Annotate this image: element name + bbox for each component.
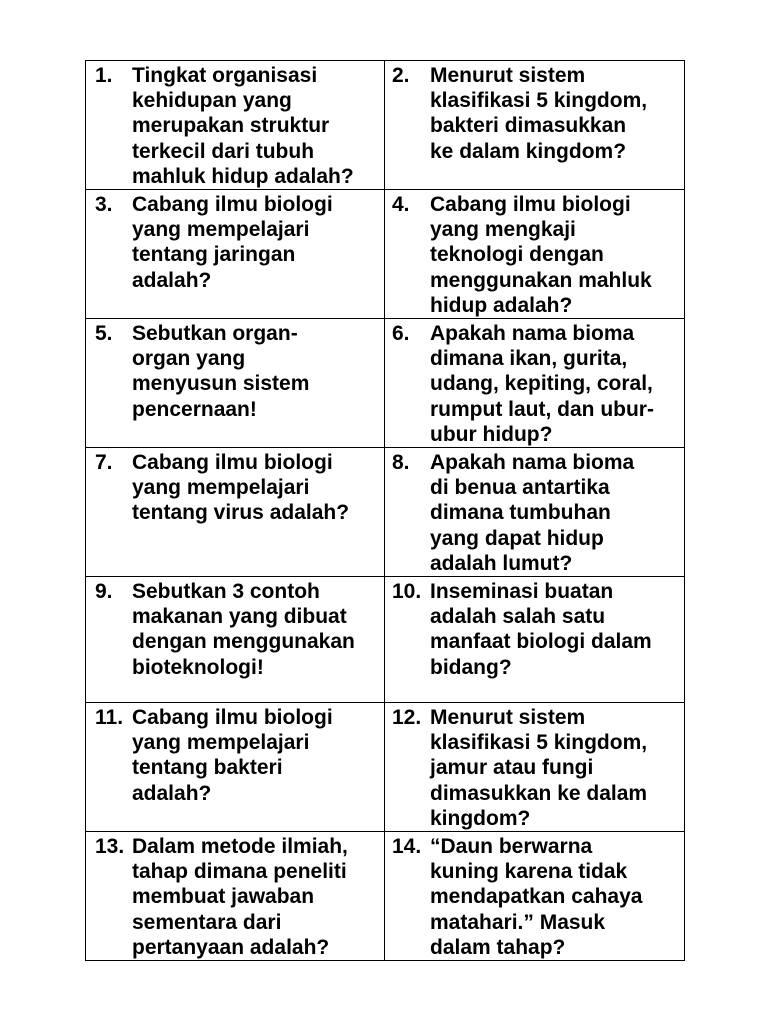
- question-number: 10.: [392, 580, 422, 604]
- question-item: [385, 832, 684, 960]
- question-number: 2.: [392, 64, 410, 87]
- question-item: [86, 61, 384, 189]
- question-text: Cabang ilmu biologi yang mempelajari tentang jaringan adalah?: [132, 193, 333, 292]
- question-text: “Daun berwarna kuning karena tidak mendapatkan cahaya matahari.” Masuk dalam tahap?: [430, 835, 643, 959]
- question-text: Cabang ilmu biologi yang mengkaji teknologi dengan menggunakan mahluk hidup adalah?: [430, 193, 652, 317]
- question-number: 4.: [392, 193, 410, 217]
- question-number: 8.: [392, 451, 410, 475]
- table-row: [86, 832, 685, 961]
- question-item: [86, 703, 384, 806]
- question-item: [385, 448, 684, 576]
- question-number: 11.: [95, 706, 124, 730]
- question-item: [385, 577, 684, 680]
- question-item: [86, 319, 384, 422]
- question-number: 1.: [95, 64, 113, 87]
- question-cell-8: [385, 448, 685, 577]
- question-text: Cabang ilmu biologi yang mempelajari tentang virus adalah?: [132, 451, 350, 525]
- question-cell-3: [86, 190, 385, 319]
- question-number: 13.: [95, 835, 125, 859]
- question-number: 3.: [95, 193, 113, 217]
- table-row: [86, 577, 685, 703]
- question-number: 5.: [95, 322, 113, 346]
- question-cell-4: [385, 190, 685, 319]
- question-text: Dalam metode ilmiah, tahap dimana peneliti membuat jawaban sementara dari pertanyaan adalah?: [132, 835, 348, 959]
- question-cell-14: [385, 832, 685, 961]
- question-item: [385, 703, 684, 831]
- question-cell-12: [385, 703, 685, 832]
- question-item: [385, 190, 684, 318]
- question-cell-9: [86, 577, 385, 703]
- question-text: Sebutkan 3 contoh makanan yang dibuat dengan menggunakan bioteknologi!: [132, 580, 355, 679]
- question-text: Sebutkan organ- organ yang menyusun sistem pencernaan!: [132, 322, 310, 421]
- question-number: 14.: [392, 835, 422, 859]
- question-text: Menurut sistem klasifikasi 5 kingdom, bakteri dimasukkan ke dalam kingdom?: [430, 64, 648, 163]
- question-text: Apakah nama bioma dimana ikan, gurita, udang, kepiting, coral, rumput laut, dan ubur- ubur hidup?: [430, 322, 654, 446]
- question-text: Apakah nama bioma di benua antartika dimana tumbuhan yang dapat hidup adalah lumut?: [430, 451, 635, 575]
- question-number: 7.: [95, 451, 113, 475]
- question-number: 12.: [392, 706, 422, 730]
- table-row: [86, 703, 685, 832]
- table-row: [86, 190, 685, 319]
- table-row: [86, 61, 685, 190]
- question-cell-2: [385, 61, 685, 190]
- question-table: [85, 60, 685, 961]
- question-cell-11: [86, 703, 385, 832]
- question-cell-5: [86, 319, 385, 448]
- question-item: [86, 832, 384, 960]
- question-number: 9.: [95, 580, 113, 604]
- question-item: [385, 319, 684, 447]
- question-number: 6.: [392, 322, 410, 346]
- question-cell-6: [385, 319, 685, 448]
- question-item: [385, 61, 684, 164]
- question-item: [86, 190, 384, 293]
- table-row: [86, 319, 685, 448]
- question-text: Cabang ilmu biologi yang mempelajari tentang bakteri adalah?: [132, 706, 333, 805]
- table-row: [86, 448, 685, 577]
- question-item: [86, 448, 384, 526]
- question-cell-10: [385, 577, 685, 703]
- question-text: Tingkat organisasi kehidupan yang merupakan struktur terkecil dari tubuh mahluk hidup adalah?: [132, 64, 354, 188]
- question-text: Inseminasi buatan adalah salah satu manfaat biologi dalam bidang?: [430, 580, 652, 679]
- question-cell-13: [86, 832, 385, 961]
- question-cell-7: [86, 448, 385, 577]
- question-text: Menurut sistem klasifikasi 5 kingdom, jamur atau fungi dimasukkan ke dalam kingdom?: [430, 706, 648, 830]
- question-cell-1: [86, 61, 385, 190]
- question-item: [86, 577, 384, 680]
